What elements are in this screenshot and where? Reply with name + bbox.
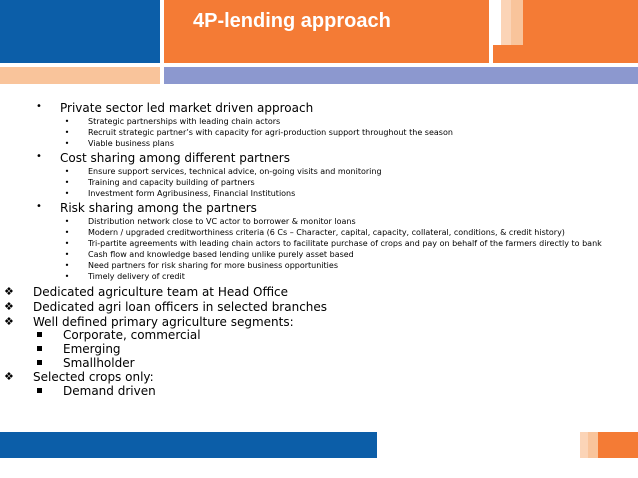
bullet-dot: • (64, 189, 70, 198)
bullet-dot: • (36, 101, 42, 112)
bullet-dot: • (64, 178, 70, 187)
square-bullet-icon (37, 360, 42, 365)
bullet-dot: • (36, 151, 42, 162)
bullet-dot: • (64, 250, 70, 259)
header-corner-pale-block (501, 0, 511, 45)
bullet-dot: • (64, 167, 70, 176)
diamond-bullet-icon: ❖ (4, 285, 14, 298)
footer-pale-stripe (580, 432, 588, 458)
bullet-dot: • (64, 228, 70, 237)
header-corner-white-block (493, 0, 501, 45)
diamond-bullet-icon: ❖ (4, 300, 14, 313)
bullet-dot: • (64, 261, 70, 270)
footer-orange-block (598, 432, 638, 458)
header-periwinkle-strip (164, 67, 638, 84)
bullet-dot: • (64, 239, 70, 248)
bullet-dot: • (64, 139, 70, 148)
footer-light-stripe (588, 432, 598, 458)
footer-blue-band (0, 432, 377, 458)
square-bullet-icon (37, 388, 42, 393)
header-blue-block (0, 0, 160, 63)
square-bullet-icon (37, 346, 42, 351)
header-corner-light-block (511, 0, 523, 45)
header-light-orange-strip (0, 67, 160, 84)
bullet-dot: • (64, 128, 70, 137)
bullet-dot: • (64, 272, 70, 281)
bullet-dot: • (36, 201, 42, 212)
diamond-bullet-icon: ❖ (4, 370, 14, 383)
bullet-dot: • (64, 117, 70, 126)
diamond-bullet-icon: ❖ (4, 315, 14, 328)
square-bullet-icon (37, 332, 42, 337)
slide-title: 4P-lending approach (193, 10, 391, 32)
bullet-dot: • (64, 217, 70, 226)
